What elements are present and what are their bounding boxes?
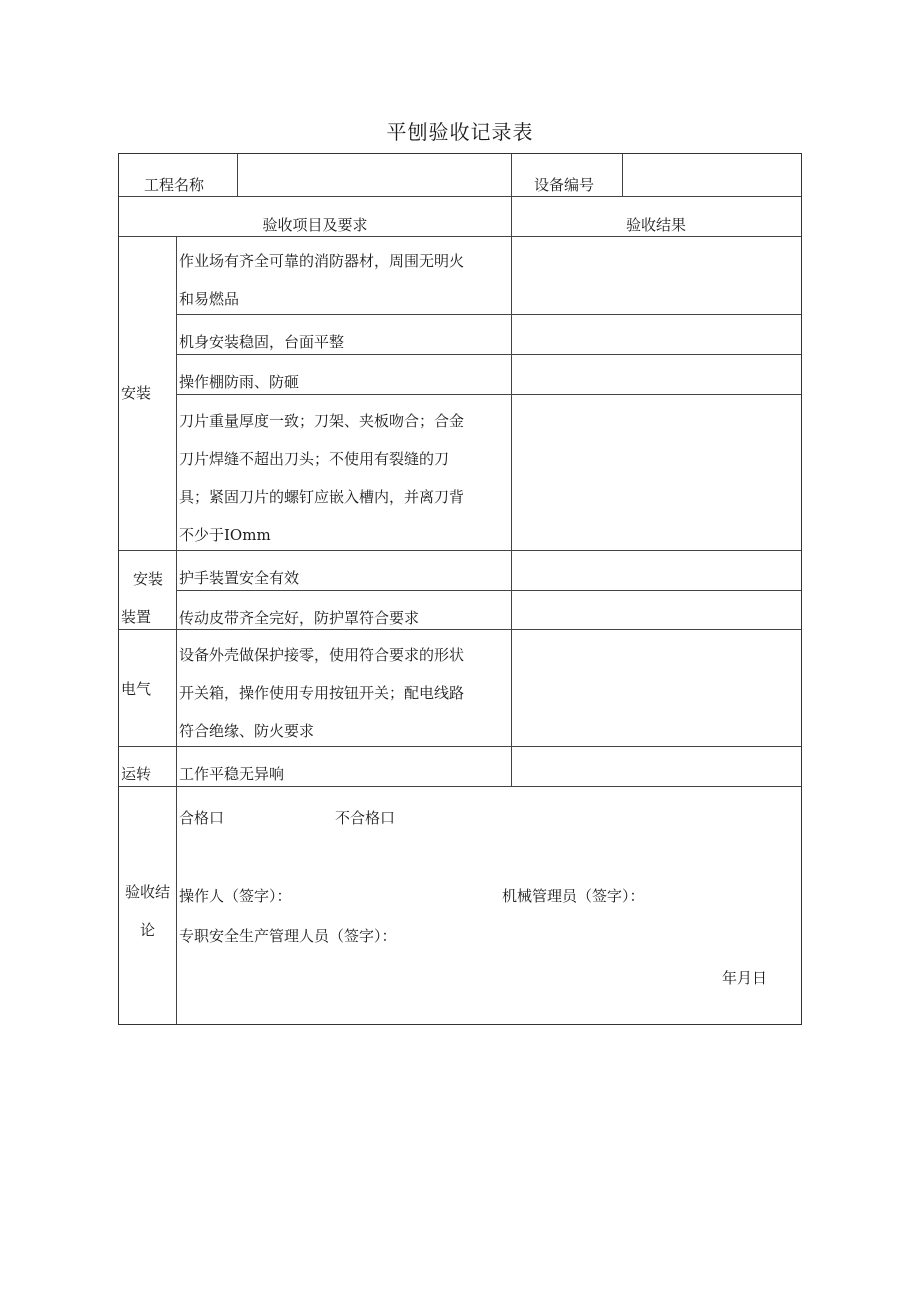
result-cell[interactable] (516, 595, 796, 627)
result-cell[interactable] (516, 399, 796, 545)
equipment-number-label: 设备编号 (534, 176, 595, 194)
result-cell[interactable] (516, 242, 796, 310)
requirement-item: 设备外壳做保护接零，使用符合要求的形状 开关箱，操作使用专用按钮开关；配电线路 符合绝缘、防火要求 (179, 646, 465, 740)
category-safety-device: 安装 装置 (121, 570, 164, 626)
result-cell[interactable] (516, 359, 796, 391)
requirement-item: 作业场有齐全可靠的消防器材，周围无明火 和易燃品 (179, 252, 465, 308)
row-divider (119, 196, 801, 197)
column-divider (237, 154, 238, 196)
safety-manager-signature[interactable]: 专职安全生产管理人员（签字）： (179, 927, 397, 945)
requirement-item: 机身安装稳固，台面平整 (179, 333, 345, 351)
project-name-label: 工程名称 (144, 176, 205, 194)
category-electrical: 电气 (121, 680, 152, 698)
column-divider (622, 154, 623, 196)
acceptance-table (118, 153, 802, 1025)
result-cell[interactable] (516, 751, 796, 783)
result-cell[interactable] (516, 634, 796, 742)
operator-signature[interactable]: 操作人（签字）： (179, 887, 292, 905)
page-title: 平刨验收记录表 (386, 120, 534, 144)
category-install: 安装 (121, 384, 152, 402)
result-cell[interactable] (516, 319, 796, 351)
equipment-number-field[interactable] (628, 166, 796, 196)
requirement-item: 工作平稳无异响 (179, 765, 285, 783)
result-cell[interactable] (516, 555, 796, 587)
pass-checkbox[interactable]: 合格口 (179, 809, 225, 827)
fail-checkbox[interactable]: 不合格口 (335, 809, 396, 827)
date-field[interactable]: 年月日 (722, 969, 768, 987)
requirement-item: 传动皮带齐全完好，防护罩符合要求 (179, 609, 420, 627)
conclusion-label: 验收结 论 (124, 883, 170, 939)
column-divider (511, 154, 512, 786)
acceptance-result-header: 验收结果 (625, 216, 686, 234)
machine-manager-signature[interactable]: 机械管理员（签字）： (502, 887, 645, 905)
column-divider (176, 236, 177, 1024)
requirement-item: 护手装置安全有效 (179, 569, 300, 587)
project-name-field[interactable] (243, 166, 505, 196)
category-operation: 运转 (121, 765, 152, 783)
requirement-item: 操作棚防雨、防砸 (179, 373, 300, 391)
items-requirements-header: 验收项目及要求 (262, 216, 368, 234)
requirement-item: 刀片重量厚度一致；刀架、夹板吻合；合金 刀片焊缝不超出刀头；不使用有裂缝的刀 具；紧固刀片的螺钉应嵌入槽内，并离刀背 不少于IOmm (179, 412, 465, 544)
